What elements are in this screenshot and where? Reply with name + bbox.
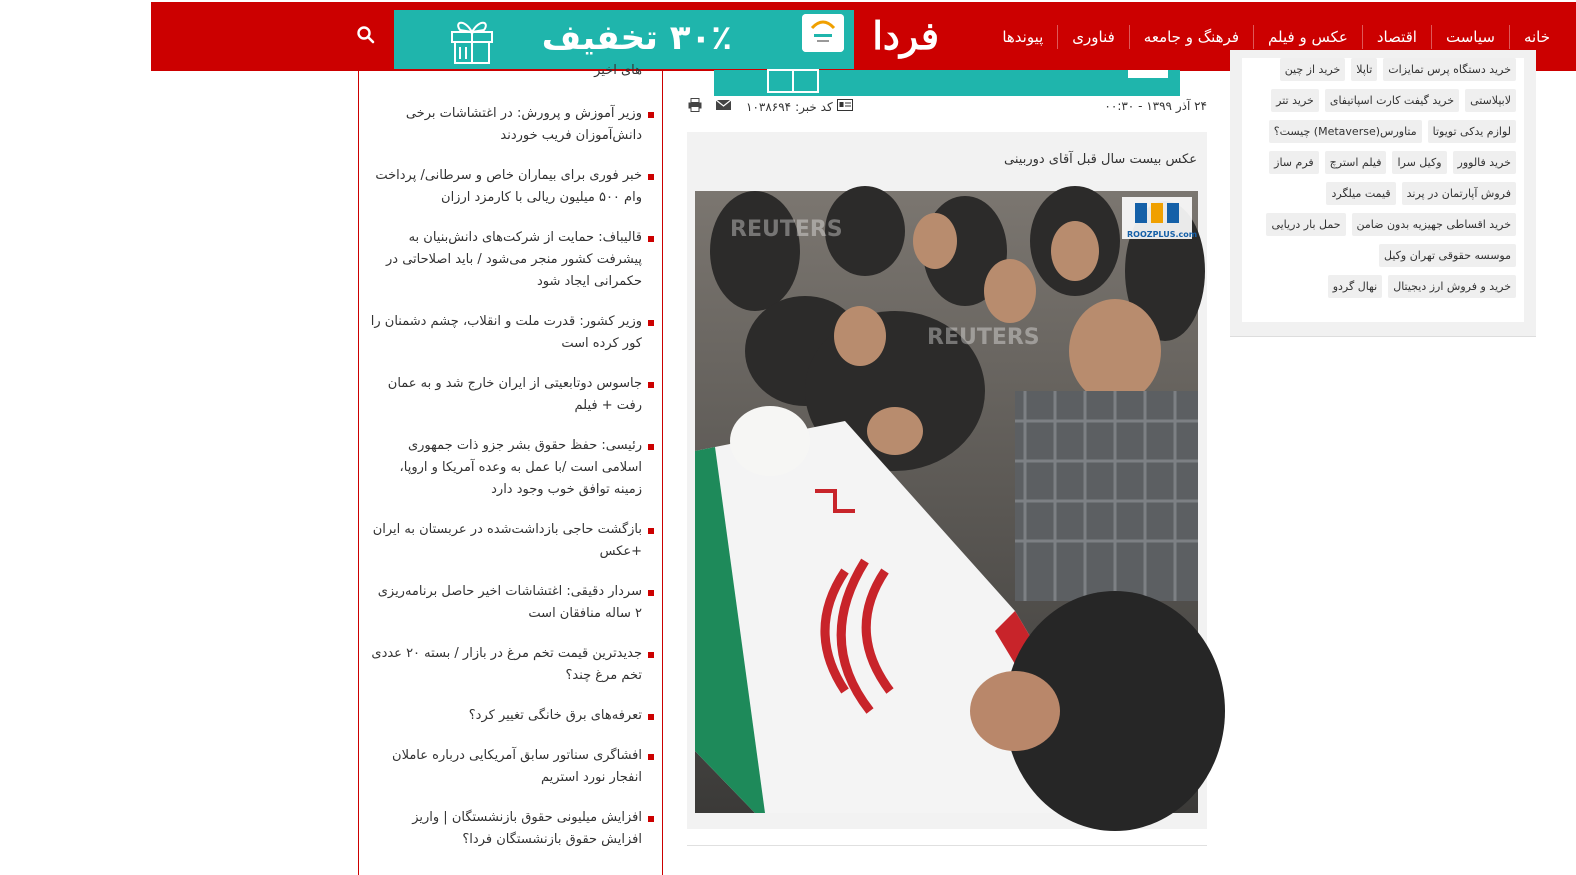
tag-item[interactable]: فرم ساز <box>1269 151 1319 174</box>
tag-item[interactable]: تاپلا <box>1351 58 1377 81</box>
article-meta <box>688 97 1207 119</box>
news-code-value: ۱۰۳۸۶۹۴ <box>746 99 792 114</box>
ad-banner[interactable] <box>394 10 854 69</box>
tag-item[interactable]: لابپلاستی <box>1465 89 1516 112</box>
tag-item[interactable]: خرید از چین <box>1280 58 1346 81</box>
article-date: ۲۴ آذر ۱۳۹۹ - ۰۰:۳۰ <box>1104 99 1207 113</box>
nav-links[interactable]: پیوندها <box>1002 27 1044 46</box>
nav-photo-video[interactable]: عکس و فیلم <box>1253 25 1362 49</box>
news-item[interactable]: افشاگری سناتور سابق آمریکایی درباره عاملان انفجار نورد استریم <box>359 745 662 789</box>
tag-item[interactable]: خرید اقساطی جهیزیه بدون ضامن <box>1352 213 1517 236</box>
gift-box-icon <box>446 14 498 65</box>
nav-culture-society[interactable]: فرهنگ و جامعه <box>1129 25 1253 49</box>
tag-item[interactable]: لوازم یدکی تویوتا <box>1428 120 1516 143</box>
news-item[interactable]: جاسوس دوتابعیتی از ایران خارج شد و به عمان رفت + فیلم <box>359 373 662 417</box>
email-icon[interactable] <box>716 99 731 114</box>
nav-technology[interactable]: فناوری <box>1057 25 1129 49</box>
news-item[interactable]: سردار دقیقی: اغتشاشات اخیر حاصل برنامه‌ریزی ۲ ساله منافقان است <box>359 581 662 625</box>
tag-item[interactable]: فیلم استرچ <box>1325 151 1387 174</box>
article-photo[interactable] <box>695 191 1198 813</box>
tag-item[interactable]: وکیل سرا <box>1392 151 1446 174</box>
nav-politics[interactable]: سیاست <box>1431 25 1509 49</box>
tags-box <box>1242 58 1524 322</box>
news-item[interactable]: وزیر کشور: قدرت ملت و انقلاب، چشم دشمنان را کور کرده است <box>359 311 662 355</box>
site-logo[interactable]: فردا <box>872 13 939 58</box>
tag-item[interactable]: متاورس(Metaverse) چیست؟ <box>1269 120 1422 143</box>
news-item[interactable]: خبر فوری برای بیماران خاص و سرطانی/ پرداخت وام ۵۰۰ میلیون ریالی با کارمزد ارزان <box>359 165 662 209</box>
tag-item[interactable]: خرید گیفت کارت اسپاتیفای <box>1325 89 1459 112</box>
tags-panel <box>1230 50 1536 337</box>
tag-item[interactable]: نهال گردو <box>1328 275 1383 298</box>
article-title: عکس بیست سال قبل آقای دوربینی <box>1004 152 1197 167</box>
roozplus-watermark: ROOZPLUS.com <box>1127 230 1198 239</box>
tag-item[interactable]: موسسه حقوقی تهران وکیل <box>1379 244 1516 267</box>
tag-list <box>1242 56 1524 298</box>
tag-item[interactable]: فروش آپارتمان در پرند <box>1402 182 1516 205</box>
tag-item[interactable]: خرید فالوور <box>1453 151 1516 174</box>
ad-banner-secondary[interactable] <box>714 70 1180 96</box>
nav-home[interactable]: خانه <box>1509 25 1564 49</box>
news-item[interactable]: رئیسی: حفظ حقوق بشر جزو ذات جمهوری اسلامی است /با عمل به وعده آمریکا و اروپا، زمینه توافق خوب وجود دارد <box>359 435 662 501</box>
tag-item[interactable]: خرید دستگاه پرس تمایزات <box>1383 58 1516 81</box>
tag-item[interactable]: قیمت میلگرد <box>1326 182 1395 205</box>
advertiser-logo-icon <box>802 14 844 52</box>
news-code-label: کد خبر: <box>795 99 833 114</box>
id-card-icon <box>837 99 853 114</box>
news-item[interactable]: تعرفه‌های برق خانگی تغییر کرد؟ <box>359 705 662 727</box>
reuters-watermark: REUTERS <box>730 217 843 242</box>
search-icon[interactable] <box>355 24 377 46</box>
news-code <box>746 99 853 114</box>
ad-banner-text: ۳۰٪ تخفیف <box>541 18 732 58</box>
news-item[interactable]: افزایش میلیونی حقوق بازنشستگان | واریز افزایش حقوق بازنشستگان فردا؟ <box>359 807 662 851</box>
news-item[interactable]: بازگشت حاجی بازداشت‌شده در عربستان به ایران +عکس <box>359 519 662 563</box>
news-item-partial[interactable]: های اخیر <box>594 63 642 78</box>
tag-item[interactable]: خرید تتر <box>1271 89 1319 112</box>
print-icon[interactable] <box>688 98 702 115</box>
nav-economy[interactable]: اقتصاد <box>1362 25 1431 49</box>
divider <box>687 845 1207 846</box>
article-body <box>687 132 1207 829</box>
reuters-watermark: REUTERS <box>927 325 1040 350</box>
news-item[interactable]: قالیباف: حمایت از شرکت‌های دانش‌بنیان به پیشرفت کشور منجر می‌شود / باید اصلاحاتی در حکمرانی ایجاد شود <box>359 227 662 293</box>
latest-news-column <box>358 63 663 875</box>
news-list <box>359 103 662 869</box>
news-item[interactable]: وزیر آموزش و پرورش: در اغتشاشات برخی دانش‌آموزان فریب خوردند <box>359 103 662 147</box>
tag-item[interactable]: خرید و فروش ارز دیجیتال <box>1388 275 1516 298</box>
news-item[interactable]: جدیدترین قیمت تخم مرغ در بازار / بسته ۲۰ عددی تخم مرغ چند؟ <box>359 643 662 687</box>
tag-item[interactable]: حمل بار دریایی <box>1266 213 1345 236</box>
